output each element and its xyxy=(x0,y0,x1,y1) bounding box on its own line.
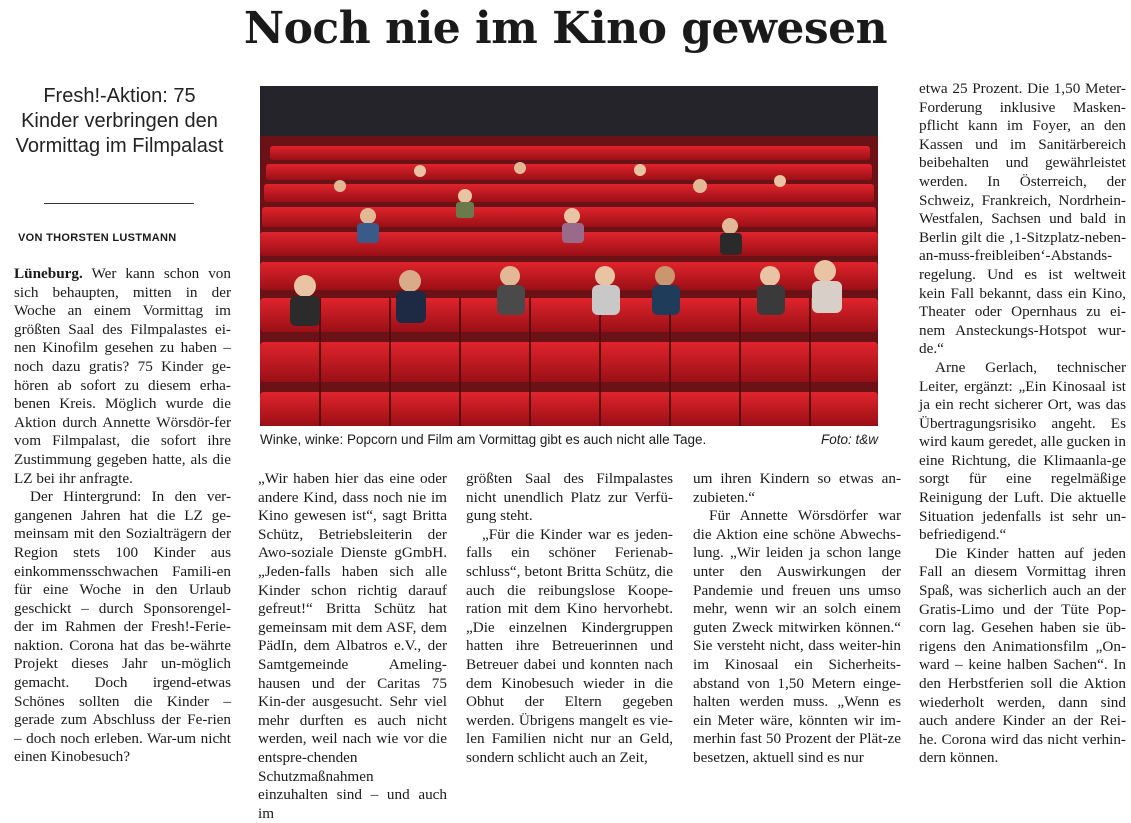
caption-text: Winke, winke: Popcorn und Film am Vormittag gibt es auch nicht alle Tage. xyxy=(260,432,707,447)
paragraph: Wer kann schon von sich behaupten, mitten in der Woche an einem Vormittag im größten Saal des Filmpalastes ei-nen Kinofilm gesehen zu haben – noch dazu gratis? 75 Kinder ge-hören ab sofort zu diesem erha-benen Kreis. Möglich wurde die Aktion durch Annette Wörsdör-fer vom Filmpalast, die sofort ihre Zustimmung gegeben hatte, als die LZ bei ihr anfragte. xyxy=(14,265,231,487)
paragraph: Die Kinder hatten auf jeden Fall an diesem Vormittag ihren Spaß, was sicherlich auch an der Gratis-Limo und der Tüte Pop-corn lag. Gesehen haben sie üb-rigens den Animationsfilm „On-ward – keine halben Sachen“. In den Herbstferien soll die Aktion wiederholt werden, dann sind auch andere Kinder an der Rei-he. Corona wird das nicht verhin-dern können. xyxy=(919,544,1126,767)
paragraph: „Wir haben hier das eine oder andere Kind, dass noch nie im Kino gewesen ist“, sagt Britta Schütz, Betriebsleiterin der Awo-soziale Dienste gGmbH. „Jeden-falls haben sich alle Kinder schon richtig darauf gefreut!“ Britta Schütz hat gemeinsam mit dem ASF, dem PädIn, dem Albatros e.V., der Samtgemeinde Ameling-hausen und der Caritas 75 Kin-der ausgesucht. Sehr viel mehr durften es auch nicht werden, weil nach wie vor die entspre-chenden Schutzmaßnahmen einzuhalten sind – und auch im xyxy=(258,470,447,822)
column-5 xyxy=(919,80,1126,768)
byline: VON THORSTEN LUSTMANN xyxy=(18,232,177,244)
photo-credit: Foto: t&w xyxy=(820,432,878,447)
column-2 xyxy=(258,470,447,823)
subheading: Fresh!-Aktion: 75 Kinder verbringen den Vormittag im Filmpalast xyxy=(15,85,224,157)
paragraph: Der Hintergrund: In den ver-gangenen Jahren hat die LZ ge-meinsam mit den Sozialträgern der Region stets 100 Kinder aus einkommensschwachen Famili-en für eine Woche in den Urlaub geschickt – durch Sponsorengel-der im Rahmen der Fresh!-Ferie-naktion. Corona hat das be-währte Projekt dieses Jahr un-möglich gemacht. Doch irgend-etwas Schönes sollten die Kinder – gerade zum Abschluss der Fe-rien – doch noch erleben. War-um nicht einen Kinobesuch? xyxy=(14,488,231,766)
divider xyxy=(44,203,194,204)
cinema-photo xyxy=(260,86,878,426)
paragraph: „Für die Kinder war es jeden-falls ein schöner Ferienab-schluss“, betont Britta Schütz, die auch die reibungslose Koope-ration mit dem Kino hervorhebt. „Die einzelnen Kindergruppen hatten ihre Betreuerinnen und Betreuer dabei und konnten nach dem Kinobesuch wieder in die Obhut der Eltern gegeben werden. Übrigens mangelt es vie-len Familien nicht nur an Geld, sondern schlicht auch an Zeit, xyxy=(466,525,673,766)
paragraph: etwa 25 Prozent. Die 1,50 Meter-Forderung inklusive Masken-pflicht kann im Foyer, an den Kassen und im Sanitärbereich beibehalten und gewährleistet werden. In Österreich, der Schweiz, Frankreich, Nordrhein-Westfalen, Sachsen und bald in Berlin gilt die ‚1-Sitzplatz-neben-an-muss-freibleiben‘-Abstands-regelung. Und es ist weltweit kein Fall bekannt, dass ein Kino, Theater oder Opernhaus zu ei-nem Ansteckungs-Hotspot wur-de.“ xyxy=(919,80,1126,358)
column-3 xyxy=(466,470,673,768)
paragraph: Arne Gerlach, technischer Leiter, ergänzt: „Ein Kinosaal ist ja ein recht sicherer Ort, was das Übertragungsrisiko angeht. Es wird kaum geredet, alle gucken in eine Richtung, die Klimaanla-ge sorgt für eine regelmäßige Reinigung der Luft. Die aktuelle Situation jedenfalls ist sehr un-befriedigend.“ xyxy=(919,358,1126,544)
headline: Noch nie im Kino gewesen xyxy=(243,3,888,54)
photo-caption xyxy=(260,431,878,449)
column-1 xyxy=(14,265,231,767)
paragraph: um ihren Kindern so etwas an-zubieten.“ xyxy=(693,470,901,506)
dateline: Lüneburg. xyxy=(14,265,83,282)
paragraph: Für Annette Wörsdörfer war die Aktion eine schöne Abwechs-lung. „Wir leiden ja schon lange unter den Auswirkungen der Pandemie und freuen uns umso mehr, wenn wir an solch einem guten Zweck mitwirken können.“ Sie versteht nicht, dass weiter-hin im Kinosaal ein Sicherheits-abstand von 1,50 Metern einge-halten werden muss. „Wenn es ein Meter wäre, könnten wir im-merhin fast 50 Prozent der Plät-ze besetzen, aktuell sind es nur xyxy=(693,507,901,766)
paragraph: größten Saal des Filmpalastes nicht unendlich Platz zur Verfü-gung steht. xyxy=(466,470,673,525)
column-4 xyxy=(693,470,901,768)
